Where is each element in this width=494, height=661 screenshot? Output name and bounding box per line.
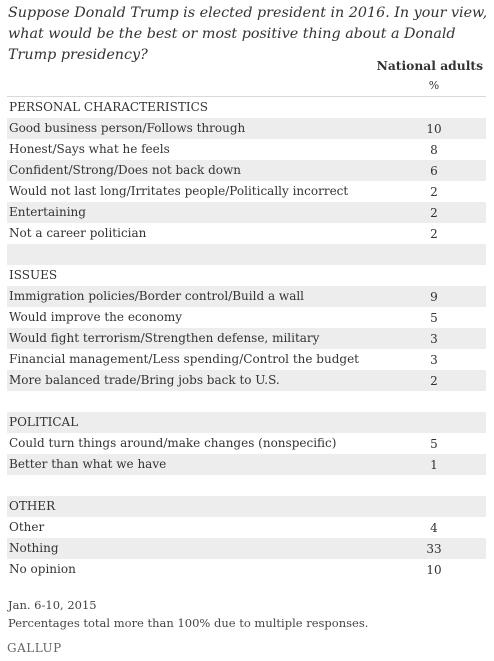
row-label: Would fight terrorism/Strengthen defense, military	[9, 331, 320, 345]
table-row	[7, 538, 486, 559]
table-row	[7, 328, 486, 349]
spacer-row	[7, 475, 486, 496]
row-label: Other	[9, 520, 45, 534]
section-heading-row	[7, 496, 486, 517]
footer	[8, 596, 368, 632]
spacer-row	[7, 244, 486, 265]
row-label: More balanced trade/Bring jobs back to U.S.	[9, 373, 280, 387]
table-row	[7, 517, 486, 538]
row-value: 3	[430, 353, 438, 367]
row-value: 5	[430, 437, 438, 451]
table-row	[7, 223, 486, 244]
unit-label: %	[428, 79, 440, 92]
row-label: Confident/Strong/Does not back down	[9, 163, 242, 177]
row-value: 10	[426, 563, 442, 577]
table-row	[7, 454, 486, 475]
row-label: Would not last long/Irritates people/Politically incorrect	[9, 184, 349, 198]
row-label: Honest/Says what he feels	[9, 142, 170, 156]
section-heading-row	[7, 265, 486, 286]
survey-date: Jan. 6-10, 2015	[8, 598, 97, 612]
row-value: 33	[426, 542, 442, 556]
row-label: No opinion	[9, 562, 76, 576]
spacer-row	[7, 391, 486, 412]
table-row	[7, 202, 486, 223]
row-value: 2	[430, 227, 438, 241]
row-value: 3	[430, 332, 438, 346]
table-row	[7, 181, 486, 202]
row-value: 2	[430, 185, 438, 199]
row-value: 6	[430, 164, 438, 178]
row-label: Better than what we have	[9, 457, 167, 471]
row-value: 8	[430, 143, 438, 157]
row-label: Nothing	[9, 541, 59, 555]
section-heading-row	[7, 412, 486, 433]
row-label: Financial management/Less spending/Control the budget	[9, 352, 359, 366]
section-heading: ISSUES	[9, 268, 58, 282]
row-label: Good business person/Follows through	[9, 121, 246, 135]
row-label: Could turn things around/make changes (nonspecific)	[9, 436, 337, 450]
section-heading-row	[7, 97, 486, 118]
row-value: 1	[430, 458, 438, 472]
row-label: Immigration policies/Border control/Build a wall	[9, 289, 305, 303]
table-row	[7, 433, 486, 454]
column-header: National adults	[376, 58, 483, 73]
gallup-logo: GALLUP	[7, 641, 62, 655]
section-heading: PERSONAL CHARACTERISTICS	[9, 100, 208, 114]
table-row	[7, 118, 486, 139]
row-label: Entertaining	[9, 205, 86, 219]
footnote: Percentages total more than 100% due to multiple responses.	[8, 616, 369, 630]
table-row	[7, 286, 486, 307]
table-row	[7, 307, 486, 328]
row-label: Would improve the economy	[9, 310, 182, 324]
row-value: 2	[430, 206, 438, 220]
table-row	[7, 139, 486, 160]
section-heading: OTHER	[9, 499, 56, 513]
row-value: 9	[430, 290, 438, 304]
row-value: 4	[430, 521, 438, 535]
row-value: 2	[430, 374, 438, 388]
table-title: Suppose Donald Trump is elected president in 2016. In your view, what would be the best or most positive thing about a Donald Trump presidency?	[8, 5, 488, 63]
section-heading: POLITICAL	[9, 415, 79, 429]
table-row	[7, 370, 486, 391]
table-row	[7, 349, 486, 370]
row-label: Not a career politician	[9, 226, 147, 240]
row-value: 5	[430, 311, 438, 325]
row-value: 10	[426, 122, 442, 136]
results-table	[7, 97, 486, 580]
table-row	[7, 160, 486, 181]
table-row	[7, 559, 486, 580]
